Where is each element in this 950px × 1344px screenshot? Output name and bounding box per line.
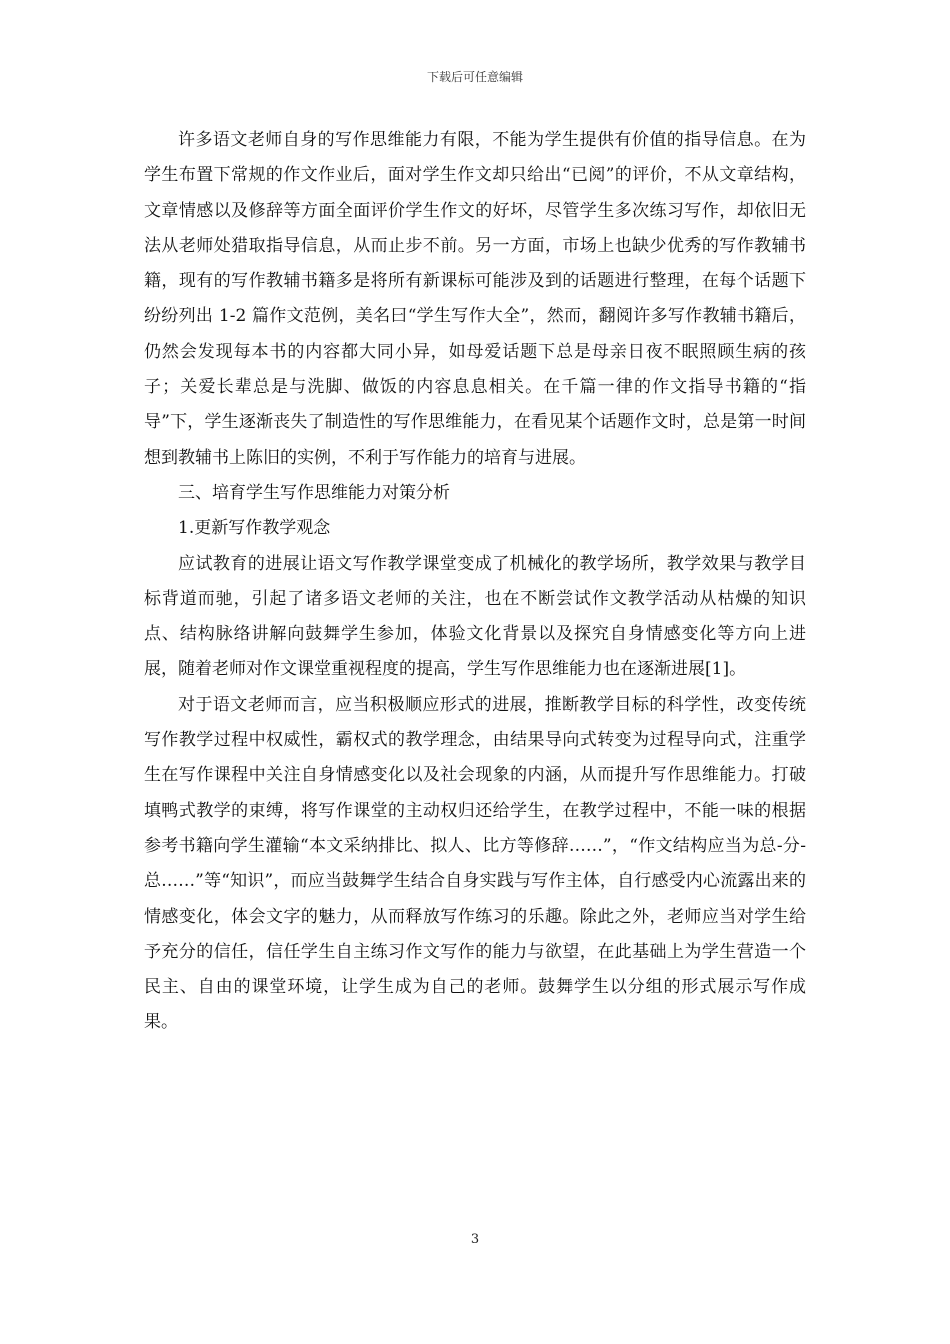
subsection-heading: 1.更新写作教学观念 — [178, 518, 331, 539]
paragraph-exam-education: 应试教育的进展让语文写作教学课堂变成了机械化的教学场所，教学效果与教学目标背道而驰，引起了诸多语文老师的关注，也在不断尝试作文教学活动从枯燥的知识点、结构脉络讲解向鼓舞学生参加，体验文化背景以及探究自身情感变化等方向上进展，随着老师对作文课堂重视程度的提高，学生写作思维能力也在逐渐进展[1]。 — [144, 553, 806, 680]
paragraph-teacher-guidance: 许多语文老师自身的写作思维能力有限，不能为学生提供有价值的指导信息。在为学生布置下常规的作文作业后，面对学生作文却只给出“已阅”的评价，不从文章结构，文章情感以及修辞等方面全面评价学生作文的好坏，尽管学生多次练习写作，却依旧无法从老师处猎取指导信息，从而止步不前。另一方面，市场上也缺少优秀的写作教辅书籍，现有的写作教辅书籍多是将所有新课标可能涉及到的话题进行整理，在每个话题下纷纷列出 1-2 篇作文范例，美名曰“学生写作大全”，然而，翻阅许多写作教辅书籍后，仍然会发现每本书的内容都大同小异，如母爱话题下总是母亲日夜不眠照顾生病的孩子；关爱长辈总是与洗脚、做饭的内容息息相关。在千篇一律的作文指导书籍的“指导”下，学生逐渐丧失了制造性的写作思维能力，在看见某个话题作文时，总是第一时间想到教辅书上陈旧的实例，不利于写作能力的培育与进展。 — [144, 130, 806, 468]
section-heading: 三、培育学生写作思维能力对策分析 — [178, 482, 450, 503]
page-number: 3 — [470, 1232, 480, 1247]
paragraph-teacher-strategy: 对于语文老师而言，应当积极顺应形式的进展，推断教学目标的科学性，改变传统写作教学过程中权威性，霸权式的教学理念，由结果导向式转变为过程导向式，注重学生在写作课程中关注自身情感变化以及社会现象的内涵，从而提升写作思维能力。打破填鸭式教学的束缚，将写作课堂的主动权归还给学生，在教学过程中，不能一味的根据参考书籍向学生灌输“本文采纳排比、拟人、比方等修辞……”，“作文结构应当为总-分-总……”等“知识”，而应当鼓舞学生结合自身实践与写作主体，自行感受内心流露出来的情感变化，体会文字的魅力，从而释放写作练习的乐趣。除此之外，老师应当对学生给予充分的信任，信任学生自主练习作文写作的能力与欲望，在此基础上为学生营造一个民主、自由的课堂环境，让学生成为自己的老师。鼓舞学生以分组的形式展示写作成果。 — [144, 694, 806, 1033]
header-note: 下载后可任意编辑 — [426, 70, 523, 84]
document-body — [144, 123, 806, 1041]
